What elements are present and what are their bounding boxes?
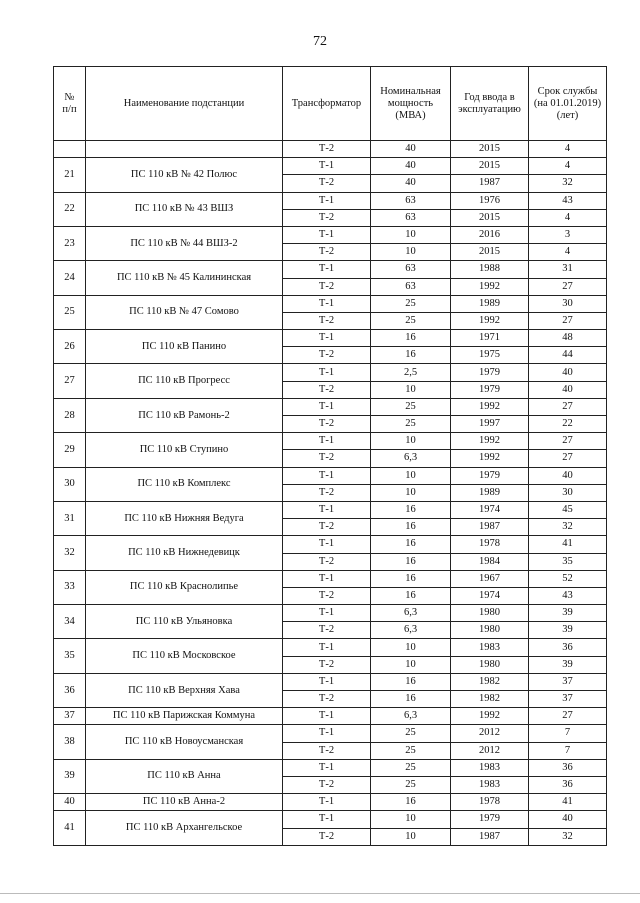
table-row xyxy=(54,811,607,828)
service-life: 7 xyxy=(529,725,607,742)
service-life: 27 xyxy=(529,450,607,467)
table-body xyxy=(54,141,607,846)
service-life: 39 xyxy=(529,605,607,622)
page-bottom-divider xyxy=(0,893,640,894)
substations-table xyxy=(53,66,607,846)
table-header xyxy=(54,67,607,141)
transformer-label: Т-2 xyxy=(283,828,371,845)
commission-year: 1989 xyxy=(451,295,529,312)
header-transformer: Трансформатор xyxy=(283,67,371,141)
transformer-label: Т-1 xyxy=(283,226,371,243)
substation-name: ПС 110 кВ Парижская Коммуна xyxy=(86,708,283,725)
transformer-label: Т-1 xyxy=(283,330,371,347)
substation-number: 33 xyxy=(54,570,86,604)
commission-year: 1979 xyxy=(451,364,529,381)
substation-number: 29 xyxy=(54,433,86,467)
rated-power: 63 xyxy=(371,192,451,209)
rated-power: 25 xyxy=(371,295,451,312)
rated-power: 10 xyxy=(371,433,451,450)
rated-power: 40 xyxy=(371,175,451,192)
service-life: 45 xyxy=(529,501,607,518)
transformer-label: Т-2 xyxy=(283,141,371,158)
substation-number: 37 xyxy=(54,708,86,725)
transformer-label: Т-1 xyxy=(283,759,371,776)
rated-power: 63 xyxy=(371,261,451,278)
commission-year: 1997 xyxy=(451,416,529,433)
table-row xyxy=(54,639,607,656)
transformer-label: Т-2 xyxy=(283,244,371,261)
substation-name: ПС 110 кВ Верхняя Хава xyxy=(86,673,283,707)
commission-year: 1984 xyxy=(451,553,529,570)
substation-number: 21 xyxy=(54,158,86,192)
service-life: 27 xyxy=(529,708,607,725)
rated-power: 16 xyxy=(371,587,451,604)
substation-name: ПС 110 кВ Ступино xyxy=(86,433,283,467)
substation-name: ПС 110 кВ Краснолипье xyxy=(86,570,283,604)
header-name: Наименование подстанции xyxy=(86,67,283,141)
transformer-label: Т-2 xyxy=(283,312,371,329)
service-life: 31 xyxy=(529,261,607,278)
commission-year: 1987 xyxy=(451,519,529,536)
table-row xyxy=(54,192,607,209)
table-row xyxy=(54,673,607,690)
transformer-label: Т-1 xyxy=(283,794,371,811)
transformer-label: Т-1 xyxy=(283,295,371,312)
substation-name: ПС 110 кВ № 47 Сомово xyxy=(86,295,283,329)
service-life: 4 xyxy=(529,209,607,226)
service-life: 41 xyxy=(529,794,607,811)
commission-year: 2015 xyxy=(451,158,529,175)
table-row xyxy=(54,605,607,622)
rated-power: 10 xyxy=(371,226,451,243)
service-life: 39 xyxy=(529,656,607,673)
substation-number: 38 xyxy=(54,725,86,759)
service-life: 36 xyxy=(529,639,607,656)
commission-year: 1974 xyxy=(451,501,529,518)
rated-power: 6,3 xyxy=(371,605,451,622)
substation-number: 24 xyxy=(54,261,86,295)
rated-power: 16 xyxy=(371,553,451,570)
rated-power: 10 xyxy=(371,811,451,828)
substation-number: 34 xyxy=(54,605,86,639)
commission-year: 1982 xyxy=(451,691,529,708)
rated-power: 10 xyxy=(371,244,451,261)
substation-number: 36 xyxy=(54,673,86,707)
commission-year: 1979 xyxy=(451,467,529,484)
commission-year: 1988 xyxy=(451,261,529,278)
service-life: 30 xyxy=(529,484,607,501)
transformer-label: Т-1 xyxy=(283,673,371,690)
transformer-label: Т-1 xyxy=(283,433,371,450)
rated-power: 16 xyxy=(371,519,451,536)
table-row xyxy=(54,536,607,553)
service-life: 27 xyxy=(529,278,607,295)
substation-number: 35 xyxy=(54,639,86,673)
rated-power: 10 xyxy=(371,467,451,484)
service-life: 7 xyxy=(529,742,607,759)
transformer-label: Т-1 xyxy=(283,192,371,209)
transformer-label: Т-1 xyxy=(283,811,371,828)
transformer-label: Т-1 xyxy=(283,639,371,656)
transformer-label: Т-2 xyxy=(283,776,371,793)
substation-number: 22 xyxy=(54,192,86,226)
service-life: 37 xyxy=(529,673,607,690)
substation-number: 25 xyxy=(54,295,86,329)
rated-power: 6,3 xyxy=(371,708,451,725)
service-life: 27 xyxy=(529,312,607,329)
service-life: 40 xyxy=(529,381,607,398)
transformer-label: Т-2 xyxy=(283,175,371,192)
transformer-label: Т-1 xyxy=(283,708,371,725)
commission-year: 1983 xyxy=(451,639,529,656)
service-life: 40 xyxy=(529,811,607,828)
commission-year: 1987 xyxy=(451,828,529,845)
substation-number: 26 xyxy=(54,330,86,364)
table-row xyxy=(54,501,607,518)
substation-number: 28 xyxy=(54,398,86,432)
transformer-label: Т-2 xyxy=(283,622,371,639)
transformer-label: Т-2 xyxy=(283,587,371,604)
commission-year: 1992 xyxy=(451,312,529,329)
table-row xyxy=(54,330,607,347)
commission-year: 1982 xyxy=(451,673,529,690)
transformer-label: Т-2 xyxy=(283,416,371,433)
rated-power: 25 xyxy=(371,776,451,793)
commission-year: 2015 xyxy=(451,244,529,261)
substation-name: ПС 110 кВ № 44 ВШЗ-2 xyxy=(86,226,283,260)
transformer-label: Т-2 xyxy=(283,381,371,398)
service-life: 32 xyxy=(529,828,607,845)
transformer-label: Т-2 xyxy=(283,484,371,501)
commission-year: 1975 xyxy=(451,347,529,364)
substation-number: 41 xyxy=(54,811,86,845)
service-life: 22 xyxy=(529,416,607,433)
substation-name: ПС 110 кВ Прогресс xyxy=(86,364,283,398)
table-row xyxy=(54,226,607,243)
service-life: 52 xyxy=(529,570,607,587)
commission-year: 2012 xyxy=(451,742,529,759)
service-life: 4 xyxy=(529,141,607,158)
rated-power: 10 xyxy=(371,381,451,398)
transformer-label: Т-2 xyxy=(283,278,371,295)
page-number: 72 xyxy=(313,34,327,49)
transformer-label: Т-2 xyxy=(283,519,371,536)
service-life: 43 xyxy=(529,587,607,604)
substation-name: ПС 110 кВ Нижняя Ведуга xyxy=(86,501,283,535)
commission-year: 1978 xyxy=(451,536,529,553)
substation-name: ПС 110 кВ Анна-2 xyxy=(86,794,283,811)
rated-power: 25 xyxy=(371,312,451,329)
service-life: 27 xyxy=(529,398,607,415)
header-service-life: Срок службы (на 01.01.2019) (лет) xyxy=(529,67,607,141)
transformer-label: Т-2 xyxy=(283,450,371,467)
substation-name xyxy=(86,141,283,158)
commission-year: 1967 xyxy=(451,570,529,587)
table-row xyxy=(54,261,607,278)
table-row xyxy=(54,467,607,484)
substation-name: ПС 110 кВ Московское xyxy=(86,639,283,673)
transformer-label: Т-1 xyxy=(283,261,371,278)
rated-power: 6,3 xyxy=(371,450,451,467)
rated-power: 16 xyxy=(371,536,451,553)
header-num: № п/п xyxy=(54,67,86,141)
rated-power: 40 xyxy=(371,158,451,175)
substation-name: ПС 110 кВ Анна xyxy=(86,759,283,793)
table-row xyxy=(54,141,607,158)
transformer-label: Т-1 xyxy=(283,501,371,518)
commission-year: 2015 xyxy=(451,141,529,158)
table-row xyxy=(54,433,607,450)
commission-year: 2016 xyxy=(451,226,529,243)
table-row xyxy=(54,725,607,742)
rated-power: 10 xyxy=(371,828,451,845)
table-row xyxy=(54,759,607,776)
rated-power: 10 xyxy=(371,656,451,673)
transformer-label: Т-1 xyxy=(283,570,371,587)
substation-number: 40 xyxy=(54,794,86,811)
substation-number: 32 xyxy=(54,536,86,570)
service-life: 41 xyxy=(529,536,607,553)
service-life: 30 xyxy=(529,295,607,312)
substation-number: 31 xyxy=(54,501,86,535)
table-row xyxy=(54,708,607,725)
service-life: 44 xyxy=(529,347,607,364)
commission-year: 1992 xyxy=(451,398,529,415)
commission-year: 2015 xyxy=(451,209,529,226)
substation-name: ПС 110 кВ Архангельское xyxy=(86,811,283,845)
commission-year: 1983 xyxy=(451,776,529,793)
service-life: 39 xyxy=(529,622,607,639)
transformer-label: Т-2 xyxy=(283,553,371,570)
substation-name: ПС 110 кВ № 45 Калининская xyxy=(86,261,283,295)
commission-year: 1983 xyxy=(451,759,529,776)
transformer-label: Т-1 xyxy=(283,725,371,742)
transformer-label: Т-1 xyxy=(283,605,371,622)
substation-number: 30 xyxy=(54,467,86,501)
header-power: Номинальная мощность (МВА) xyxy=(371,67,451,141)
commission-year: 1992 xyxy=(451,708,529,725)
substation-name: ПС 110 кВ № 43 ВШЗ xyxy=(86,192,283,226)
commission-year: 1976 xyxy=(451,192,529,209)
substation-name: ПС 110 кВ Рамонь-2 xyxy=(86,398,283,432)
service-life: 43 xyxy=(529,192,607,209)
commission-year: 1974 xyxy=(451,587,529,604)
transformer-label: Т-2 xyxy=(283,209,371,226)
commission-year: 1971 xyxy=(451,330,529,347)
transformer-label: Т-1 xyxy=(283,398,371,415)
service-life: 36 xyxy=(529,759,607,776)
commission-year: 1980 xyxy=(451,605,529,622)
rated-power: 25 xyxy=(371,725,451,742)
rated-power: 25 xyxy=(371,398,451,415)
rated-power: 16 xyxy=(371,673,451,690)
commission-year: 1979 xyxy=(451,381,529,398)
transformer-label: Т-2 xyxy=(283,347,371,364)
commission-year: 1980 xyxy=(451,622,529,639)
service-life: 35 xyxy=(529,553,607,570)
rated-power: 16 xyxy=(371,347,451,364)
substation-name: ПС 110 кВ Нижнедевицк xyxy=(86,536,283,570)
substation-name: ПС 110 кВ Комплекс xyxy=(86,467,283,501)
transformer-label: Т-2 xyxy=(283,742,371,759)
rated-power: 16 xyxy=(371,501,451,518)
service-life: 32 xyxy=(529,519,607,536)
service-life: 36 xyxy=(529,776,607,793)
rated-power: 6,3 xyxy=(371,622,451,639)
commission-year: 2012 xyxy=(451,725,529,742)
commission-year: 1992 xyxy=(451,278,529,295)
service-life: 4 xyxy=(529,244,607,261)
service-life: 4 xyxy=(529,158,607,175)
rated-power: 10 xyxy=(371,484,451,501)
substation-number: 27 xyxy=(54,364,86,398)
service-life: 48 xyxy=(529,330,607,347)
substation-number xyxy=(54,141,86,158)
rated-power: 16 xyxy=(371,794,451,811)
transformer-label: Т-2 xyxy=(283,691,371,708)
commission-year: 1987 xyxy=(451,175,529,192)
transformer-label: Т-1 xyxy=(283,536,371,553)
table-row xyxy=(54,364,607,381)
transformer-label: Т-1 xyxy=(283,364,371,381)
transformer-label: Т-2 xyxy=(283,656,371,673)
rated-power: 63 xyxy=(371,278,451,295)
commission-year: 1978 xyxy=(451,794,529,811)
table-row xyxy=(54,570,607,587)
rated-power: 63 xyxy=(371,209,451,226)
commission-year: 1980 xyxy=(451,656,529,673)
commission-year: 1989 xyxy=(451,484,529,501)
service-life: 3 xyxy=(529,226,607,243)
rated-power: 16 xyxy=(371,691,451,708)
substation-number: 39 xyxy=(54,759,86,793)
transformer-label: Т-1 xyxy=(283,467,371,484)
service-life: 37 xyxy=(529,691,607,708)
commission-year: 1979 xyxy=(451,811,529,828)
rated-power: 25 xyxy=(371,759,451,776)
rated-power: 10 xyxy=(371,639,451,656)
rated-power: 40 xyxy=(371,141,451,158)
rated-power: 2,5 xyxy=(371,364,451,381)
service-life: 27 xyxy=(529,433,607,450)
substation-name: ПС 110 кВ № 42 Полюс xyxy=(86,158,283,192)
service-life: 40 xyxy=(529,364,607,381)
substation-name: ПС 110 кВ Новоусманская xyxy=(86,725,283,759)
table-row xyxy=(54,295,607,312)
service-life: 32 xyxy=(529,175,607,192)
substation-name: ПС 110 кВ Ульяновка xyxy=(86,605,283,639)
table-row xyxy=(54,794,607,811)
table-row xyxy=(54,398,607,415)
commission-year: 1992 xyxy=(451,433,529,450)
rated-power: 25 xyxy=(371,742,451,759)
transformer-label: Т-1 xyxy=(283,158,371,175)
rated-power: 25 xyxy=(371,416,451,433)
substation-number: 23 xyxy=(54,226,86,260)
commission-year: 1992 xyxy=(451,450,529,467)
header-year: Год ввода в эксплуатацию xyxy=(451,67,529,141)
table-row xyxy=(54,158,607,175)
service-life: 40 xyxy=(529,467,607,484)
rated-power: 16 xyxy=(371,330,451,347)
rated-power: 16 xyxy=(371,570,451,587)
substation-name: ПС 110 кВ Панино xyxy=(86,330,283,364)
